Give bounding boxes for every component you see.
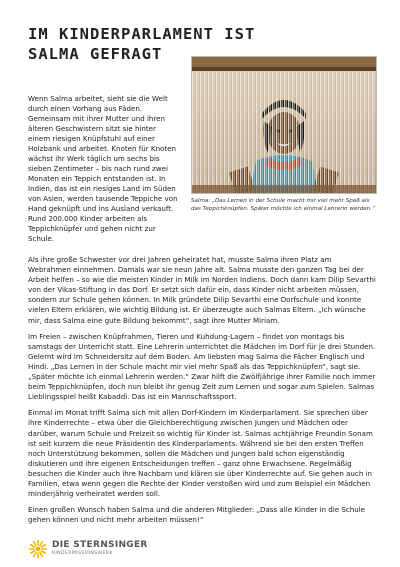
- logo-name: DIE STERNSINGER: [52, 540, 148, 550]
- title-line-1: IM KINDERPARLAMENT IST: [28, 25, 256, 43]
- body-paragraph: Einen großen Wunsch haben Salma und die anderen Mitglieder: „Dass alle Kinder in die Schule gehen können und nicht mehr arbeiten müssen!“: [28, 505, 366, 525]
- body-paragraph: Einmal im Monat trifft Salma sich mit allen Dorf-Kindern im Kinderparlament. Sie sprechen über ihre Kinderrechte – etwa über die Gleichberechtigung zwischen Jungen und Mädchen oder darüber, warum Schule und Freizeit so wichtig für Kinder ist. Salmas achtjährige Freundin Sonam ist seit kurzem die neue Präsidentin des Kinderparlaments. Während sie bei den ersten Treffen noch Unterstützung bekommen, sollen die Mädchen und Jungen bald schon eigenständig diskutieren und ihre eigenen Entscheidungen treffen – ganz ohne Erwachsene. Regelmäßig besuchen die Kinder auch ihre Nachbarn und klären sie über Kinderrechte auf. Sie gehen auch in Familien, etwa wenn gegen die Rechte der Kinder verstoßen wird und zum Beispiel ein Mädchen minderjährig verheiratet werden soll.: [28, 408, 373, 499]
- star-icon: [28, 539, 48, 559]
- body-paragraph: Als ihre große Schwester vor drei Jahren geheiratet hat, musste Salma ihren Platz am Webrahmen einnehmen. Damals war sie neun Jahre alt. Salma musste den ganzen Tag bei der Arbeit helfen – so wie die meisten Kinder in Milk im Norden Indiens. Doch dann kam Dilip Sevarthi von der Vikas-Stiftung in das Dorf. Er setzt sich dafür ein, dass Kinder nicht arbeiten müssen, sondern zur Schule gehen können. In Milk gründete Dilip Sevarthi eine Dorfschule und konnte vielen Eltern erklären, wie wichtig Bildung ist. Er überzeugte auch Salmas Eltern. „Ich wünsche mir, dass Salma eine gute Bildung bekommt“, sagt ihre Mutter Miriam.: [28, 255, 376, 325]
- salma-photo: [191, 56, 377, 194]
- logo-subtitle: KINDERMISSIONSWERK: [52, 551, 113, 556]
- article-body: [28, 255, 376, 531]
- sternsinger-logo: [28, 538, 188, 560]
- body-paragraph: Im Freien – zwischen Knüpfrahmen, Tieren und Kuhdung-Lagern – findet von montags bis samstags der Unterricht statt. Eine Lehrerin unterrichtet die Mädchen im Dorf für je drei Stunden. Gelernt wird im Schneidersitz auf dem Boden. Am liebsten mag Salma die Fächer Englisch und Hindi. „Das Lernen in der Schule macht mir viel mehr Spaß als das Teppichknüpfen“, sagt sie. „Später möchte ich einmal Lehrerin werden.“ Zwar hilft die Zwölfjährige ihrer Familie noch immer beim Teppichknüpfen, doch nun bleibt ihr genug Zeit zum Lernen und sogar zum Spielen. Salmas Lieblingsspiel heißt Kabaddi. Das ist ein Mannschaftssport.: [28, 331, 376, 402]
- photo-caption: Salma: „Das Lernen in der Schule macht mir viel mehr Spaß als das Teppichknüpfen. Später möchte ich einmal Lehrerin werden.“: [191, 198, 375, 212]
- title-line-2: SALMA GEFRAGT: [28, 45, 163, 63]
- intro-paragraph: Wenn Salma arbeitet, sieht sie die Welt durch einen Vorhang aus Fäden. Gemeinsam mit ihrer Mutter und ihren älteren Geschwistern sitzt sie hinter einem riesigen Knüpfstuhl auf einer Holzbank und arbeitet. Knoten für Knoten wächst ihr Werk täglich um sechs bis sieben Zentimeter – bis nach rund zwei Monaten ein Teppich entstanden ist. In Indien, das ist ein riesiges Land im Süden von Asien, werden tausende Teppiche von Hand geknüpft und ins Ausland verkauft. Rund 200.000 Kinder arbeiten als Teppichknüpfer und gehen nicht zur Schule.: [28, 94, 178, 243]
